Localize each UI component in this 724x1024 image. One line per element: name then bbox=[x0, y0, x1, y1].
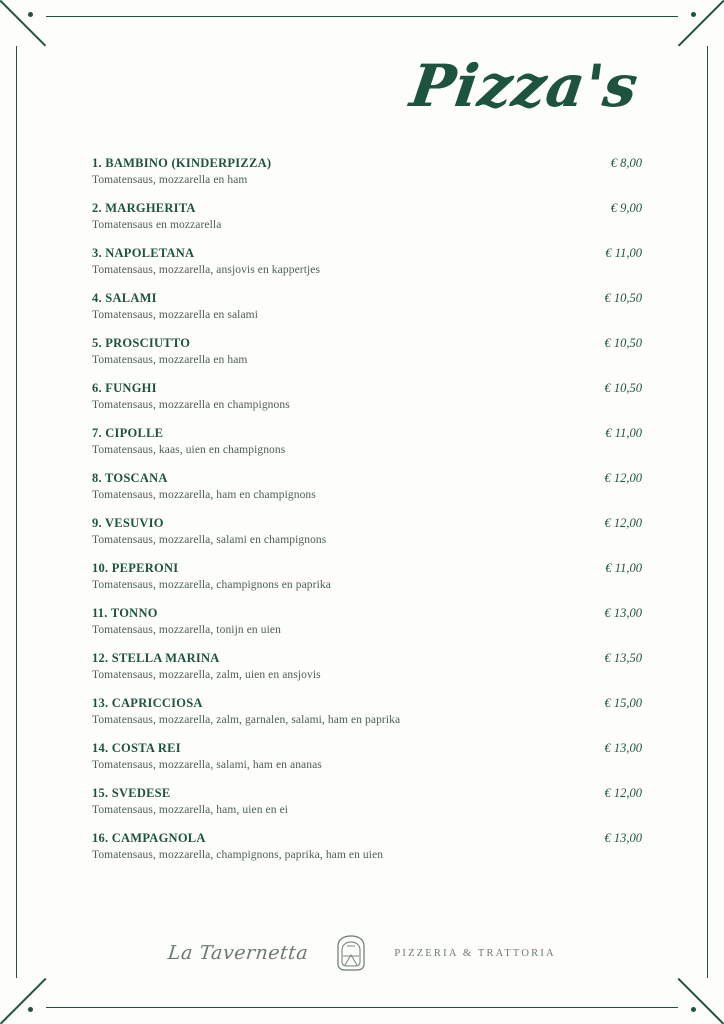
menu-item bbox=[92, 786, 642, 816]
menu-item bbox=[92, 246, 642, 276]
item-description: Tomatensaus, mozzarella, champignons, paprika, ham en uien bbox=[92, 848, 384, 861]
item-name: 12. STELLA MARINA bbox=[92, 651, 220, 665]
footer-tagline: PIZZERIA & TRATTORIA bbox=[394, 947, 556, 959]
footer bbox=[0, 934, 724, 972]
item-description: Tomatensaus, kaas, uien en champignons bbox=[92, 443, 286, 456]
item-price: € 10,50 bbox=[604, 336, 642, 350]
item-description: Tomatensaus, mozzarella, zalm, garnalen, salami, ham en paprika bbox=[92, 713, 401, 726]
item-price: € 13,00 bbox=[604, 606, 642, 620]
item-price: € 9,00 bbox=[610, 201, 642, 215]
menu-item bbox=[92, 156, 642, 186]
item-name: 3. NAPOLETANA bbox=[92, 246, 195, 260]
item-name: 8. TOSCANA bbox=[92, 471, 168, 485]
menu-item bbox=[92, 426, 642, 456]
item-description: Tomatensaus, mozzarella, ham, uien en ei bbox=[92, 803, 289, 816]
item-name: 6. FUNGHI bbox=[92, 381, 157, 395]
menu-item bbox=[92, 471, 642, 501]
item-description: Tomatensaus, mozzarella, ham en champignons bbox=[92, 488, 316, 501]
item-price: € 10,50 bbox=[604, 291, 642, 305]
menu-item bbox=[92, 831, 642, 861]
item-price: € 13,00 bbox=[604, 831, 642, 845]
item-price: € 12,00 bbox=[604, 471, 642, 485]
item-description: Tomatensaus, mozzarella en salami bbox=[92, 308, 258, 321]
corner-notch-bottom-left bbox=[0, 978, 46, 1024]
menu-item bbox=[92, 606, 642, 636]
corner-dot-top-left bbox=[28, 12, 33, 17]
pizza-menu-list bbox=[92, 156, 642, 876]
item-price: € 11,00 bbox=[605, 561, 642, 575]
item-description: Tomatensaus, mozzarella en ham bbox=[92, 353, 248, 366]
item-price: € 13,00 bbox=[604, 741, 642, 755]
item-name: 16. CAMPAGNOLA bbox=[92, 831, 206, 845]
menu-item bbox=[92, 291, 642, 321]
item-name: 11. TONNO bbox=[92, 606, 158, 620]
item-description: Tomatensaus, mozzarella en ham bbox=[92, 173, 248, 186]
item-description: Tomatensaus, mozzarella, champignons en paprika bbox=[92, 578, 331, 591]
item-price: € 13,50 bbox=[604, 651, 642, 665]
menu-item bbox=[92, 336, 642, 366]
item-description: Tomatensaus, mozzarella, zalm, uien en ansjovis bbox=[92, 668, 321, 681]
menu-item bbox=[92, 741, 642, 771]
item-price: € 15,00 bbox=[604, 696, 642, 710]
restaurant-brand-name: La Tavernetta bbox=[167, 942, 310, 964]
corner-dot-bottom-left bbox=[28, 1007, 33, 1012]
item-description: Tomatensaus en mozzarella bbox=[92, 218, 222, 231]
corner-notch-top-left bbox=[0, 0, 46, 46]
item-name: 2. MARGHERITA bbox=[92, 201, 196, 215]
item-price: € 12,00 bbox=[604, 516, 642, 530]
item-name: 15. SVEDESE bbox=[92, 786, 171, 800]
item-description: Tomatensaus, mozzarella, ansjovis en kappertjes bbox=[92, 263, 321, 276]
item-description: Tomatensaus, mozzarella, salami en champignons bbox=[92, 533, 327, 546]
page-title: Pizza's bbox=[406, 52, 643, 120]
item-name: 14. COSTA REI bbox=[92, 741, 181, 755]
item-name: 1. BAMBINO (KINDERPIZZA) bbox=[92, 156, 272, 170]
menu-item bbox=[92, 651, 642, 681]
item-name: 7. CIPOLLE bbox=[92, 426, 164, 440]
item-name: 9. VESUVIO bbox=[92, 516, 164, 530]
menu-item bbox=[92, 561, 642, 591]
corner-dot-bottom-right bbox=[691, 1007, 696, 1012]
item-name: 5. PROSCIUTTO bbox=[92, 336, 191, 350]
item-price: € 12,00 bbox=[604, 786, 642, 800]
item-description: Tomatensaus, mozzarella, tonijn en uien bbox=[92, 623, 281, 636]
item-name: 4. SALAMI bbox=[92, 291, 157, 305]
item-price: € 8,00 bbox=[610, 156, 642, 170]
item-name: 13. CAPRICCIOSA bbox=[92, 696, 203, 710]
item-description: Tomatensaus, mozzarella, salami, ham en ananas bbox=[92, 758, 322, 771]
item-description: Tomatensaus, mozzarella en champignons bbox=[92, 398, 290, 411]
menu-item bbox=[92, 201, 642, 231]
item-price: € 11,00 bbox=[605, 426, 642, 440]
menu-item bbox=[92, 696, 642, 726]
menu-item bbox=[92, 381, 642, 411]
menu-item bbox=[92, 516, 642, 546]
corner-dot-top-right bbox=[691, 12, 696, 17]
item-price: € 11,00 bbox=[605, 246, 642, 260]
item-price: € 10,50 bbox=[604, 381, 642, 395]
corner-notch-top-right bbox=[678, 0, 724, 46]
corner-notch-bottom-right bbox=[678, 978, 724, 1024]
pizza-oven-logo-icon bbox=[334, 934, 368, 972]
item-name: 10. PEPERONI bbox=[92, 561, 179, 575]
